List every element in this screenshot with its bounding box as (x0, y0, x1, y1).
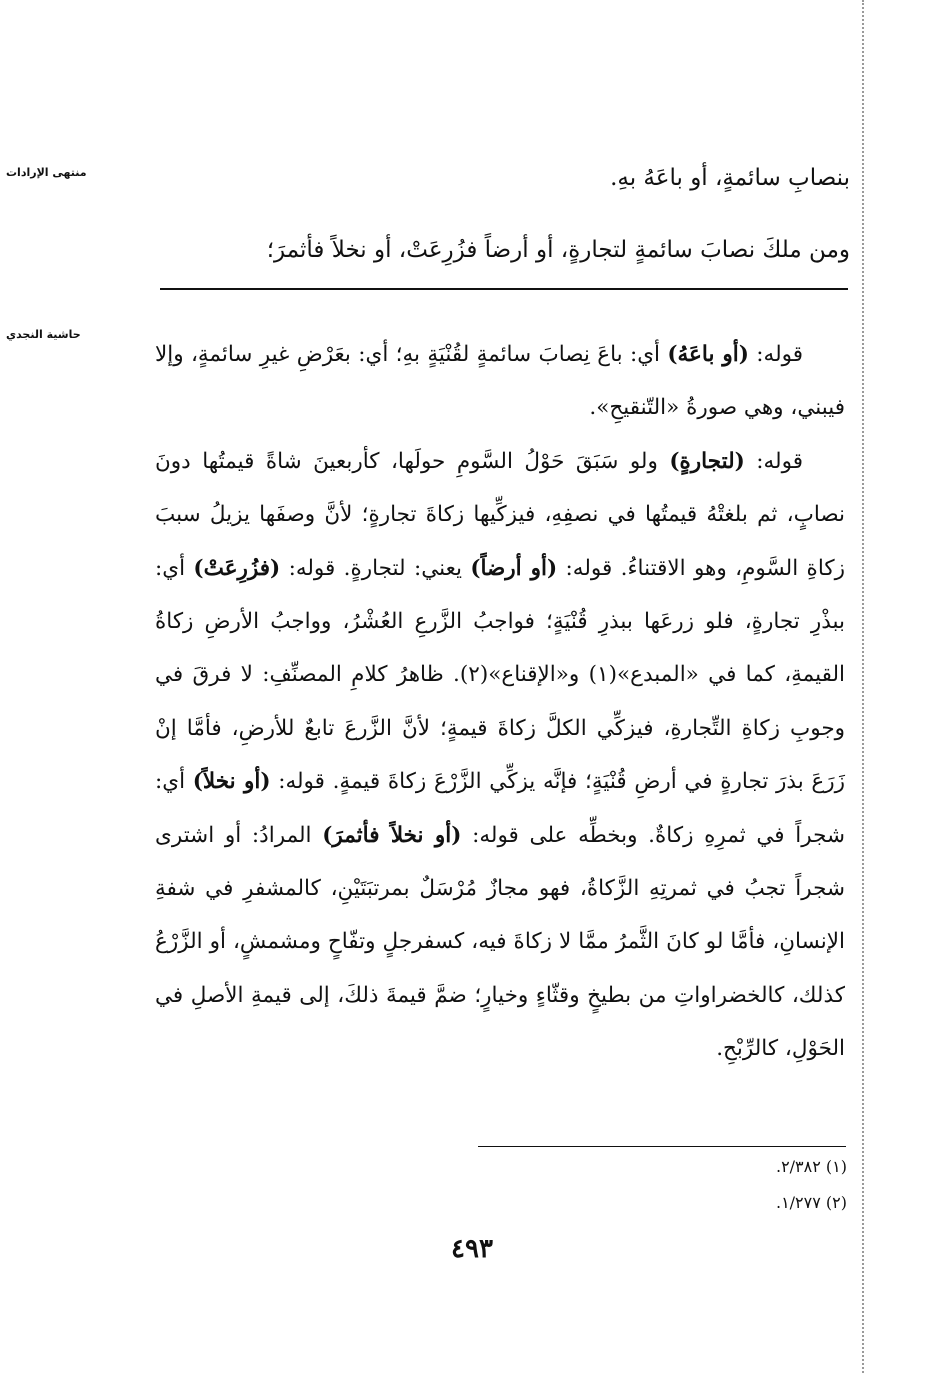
text-run: أي: ببذْرِ تجارةٍ، فلو زرعَها ببذرِ قُنْيَةٍ؛ فواجبُ الزَّرعِ العُشْرُ، وواجبُ الأرضِ زكاةُ القيمةِ، كما في «المبدع»(١) و«الإقناع»(٢). ظاهرُ كلامِ المصنِّفِ: لا فرقَ في وجوبِ زكاةِ التِّجارةِ، فيزكِّي الكلَّ زكاةَ قيمةٍ؛ لأنَّ الزَّرعَ تابعٌ للأرضِ، فأمَّا إنْ زَرَعَ بذرَ تجارةٍ في أرضِ قُنْيَةٍ؛ فإنَّه يزكِّي الزَّرْعَ زكاةَ قيمةٍ. قوله: (155, 555, 845, 795)
text-run: قوله: (744, 448, 803, 474)
commentary-paragraph-2 (155, 435, 845, 1076)
keyword: (فزُرِعَتْ) (193, 555, 281, 581)
matn-line-1: بنصابِ سائمةٍ، أو باعَهُ بهِ. (610, 165, 850, 191)
keyword: (لتجارةٍ) (669, 448, 745, 474)
keyword: (أو نخلاً فأثمرَ) (322, 822, 462, 848)
commentary-paragraph-1 (155, 328, 845, 435)
keyword: (أو أرضاً) (470, 555, 558, 581)
footnote-1: (١) ٢/٣٨٢. (775, 1157, 847, 1176)
text-run: يعني: لتجارةٍ. قوله: (280, 555, 471, 581)
text-run: ولو سَبَقَ حَوْلُ السَّومِ حولَها، كأربعينَ شاةً قيمتُها دونَ نصابٍ، ثم بلغتْهُ قيمتُها في نصفِهِ، فيزكِّيها زكاةَ تجارةٍ؛ لأنَّ وصفَها يزيلُ سببَ زكاةِ السَّومِ، وهو الاقتناءُ. قوله: (155, 448, 845, 581)
text-run: أي: شجراً في ثمرِهِ زكاةٌ. وبخطِّه على قوله: (155, 769, 846, 848)
book-title-label: منتهى الإرادات (6, 166, 87, 179)
section-divider (160, 288, 848, 290)
footnote-divider (478, 1146, 846, 1147)
commentary-label: حاشية النجدي (6, 328, 81, 341)
binding-dotted-line (862, 0, 864, 1373)
matn-line-2: ومن ملكَ نصابَ سائمةٍ لتجارةٍ، أو أرضاً فزُرِعَتْ، أو نخلاً فأثمرَ؛ (266, 237, 850, 263)
page-number: ٤٩٣ (451, 1234, 493, 1264)
keyword: (أو نخلاً) (192, 769, 271, 795)
text-run: أي: باعَ نِصابَ سائمةٍ لقُنْيَةٍ بهِ؛ أي: بعَرْضِ غيرِ سائمةٍ، وإلا فيبني، وهي صورةُ «التّنقيحِ». (155, 342, 845, 421)
keyword: (أو باعَهُ) (667, 342, 749, 367)
footnote-2: (٢) ١/٢٧٧. (775, 1193, 847, 1212)
text-run: المرادُ: أو اشترى شجراً تجبُ في ثمرتِهِ الزَّكاةُ، فهو مجازٌ مُرْسَلٌ بمرتبَتَيْنِ، كالمشفرِ في شفةِ الإنسانِ، فأمَّا لو كانَ الثَّمرُ ممَّا لا زكاةَ فيه، كسفرجلٍ وتفّاحٍ ومشمشٍ، أو الزَّرْعُ كذلك، كالخضراواتِ من بطيخٍ وقثّاءٍ وخيارٍ؛ ضمَّ قيمةَ ذلكَ، إلى قيمةِ الأصلِ في الحَوْلِ، كالرِّبْحِ. (155, 822, 845, 1062)
commentary-body (155, 328, 845, 1076)
text-run: قوله: (748, 342, 804, 367)
